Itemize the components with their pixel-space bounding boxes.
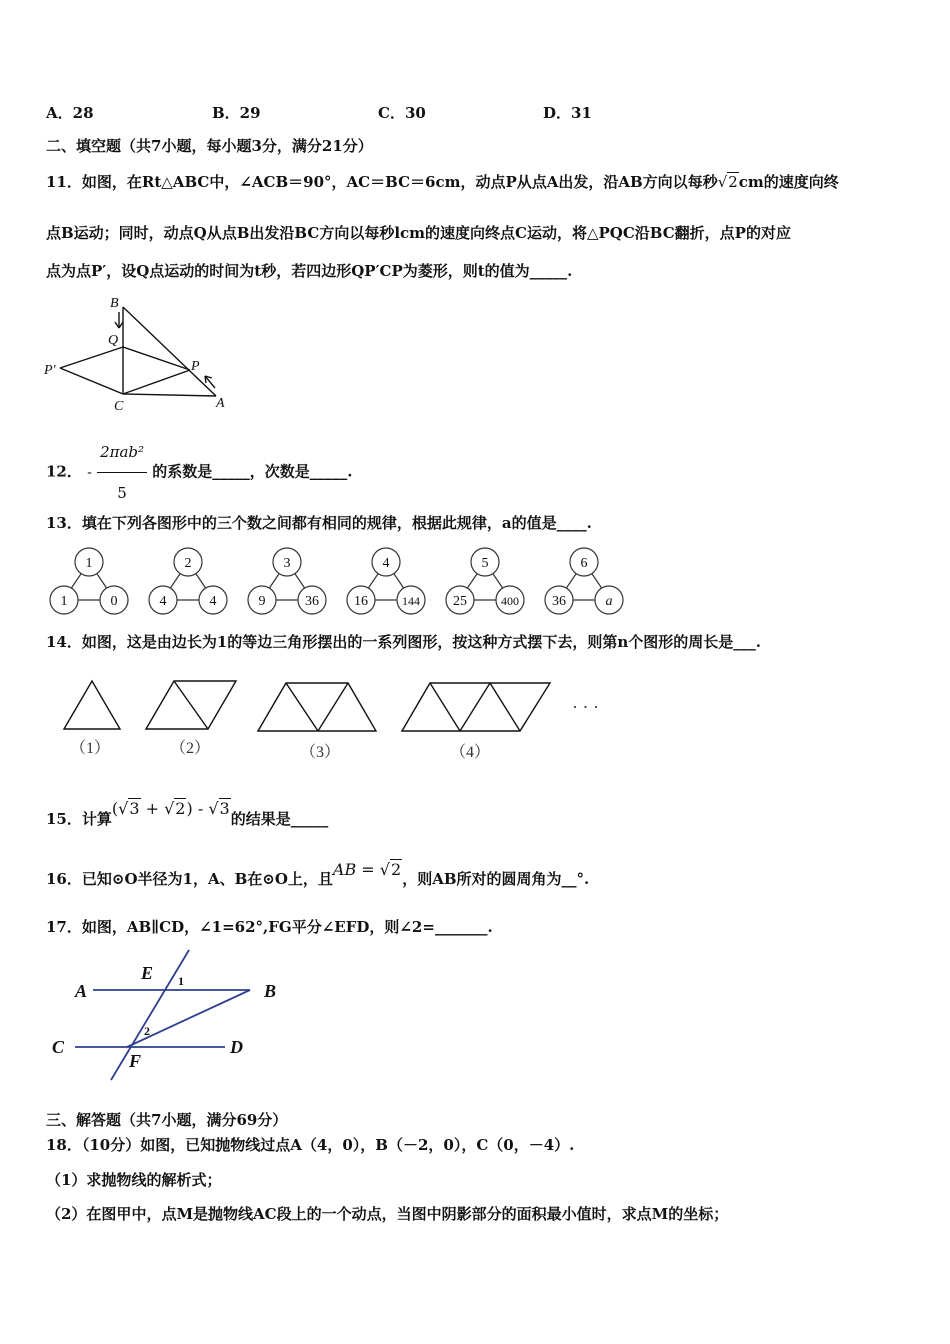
q18-line1: 18．（10分）如图，已知抛物线过点A（4，0），B（－2，0），C（0，－4）. <box>46 1136 575 1154</box>
circle-number-left: 16 <box>354 594 368 609</box>
ellipsis: · · · <box>572 697 599 717</box>
circle-number-top: 2 <box>184 556 192 571</box>
circle-number-top: 3 <box>283 556 291 571</box>
q12-line <box>46 432 353 513</box>
label-c: C <box>114 399 124 414</box>
option-c: C．30 <box>378 104 426 122</box>
sqrt-symbol: √ <box>118 799 129 818</box>
circle-number-left: 9 <box>258 594 266 609</box>
fig-label-2: （2） <box>170 740 211 757</box>
q15-paren-close: ) - <box>186 799 209 818</box>
option-b: B．29 <box>212 104 261 122</box>
q16-expr: AB = <box>332 860 380 879</box>
q17-line: 17．如图，AB∥CD，∠1=62°,FG平分∠EFD，则∠2=_______. <box>46 918 493 936</box>
sqrt-symbol: √ <box>208 799 219 818</box>
label-line-d: D <box>230 1037 243 1057</box>
q18-part2: （2）在图甲中，点M是抛物线AC段上的一个动点，当图中阴影部分的面积最小值时，求点M的坐标； <box>46 1205 729 1223</box>
circle-number-top: 1 <box>85 556 93 571</box>
q12-number: 12． <box>46 462 82 481</box>
q15-radicand-1: 3 <box>129 799 140 818</box>
option-d: D．31 <box>543 104 592 122</box>
circle-number-right: 144 <box>402 594 420 608</box>
q12-text: 的系数是_____，次数是_____. <box>152 462 353 481</box>
sqrt-symbol: √ <box>164 799 175 818</box>
q16-radicand: 2 <box>391 860 402 879</box>
circle-number-left: 36 <box>552 594 566 609</box>
label-angle-2: 2 <box>144 1024 150 1038</box>
label-p: P <box>191 359 200 374</box>
q15-plus: + <box>140 799 165 818</box>
q12-denominator: 5 <box>117 484 127 502</box>
q16-expression <box>333 860 402 879</box>
circle-group <box>149 548 227 614</box>
q15-text-a: 15．计算 <box>46 810 112 828</box>
q14-line: 14．如图，这是由边长为1的等边三角形摆出的一系列图形，按这种方式摆下去，则第n个图形的周长是___. <box>46 633 761 651</box>
fig-label-3: （3） <box>300 744 341 761</box>
q17-parallel-lines-figure <box>45 945 295 1085</box>
sqrt-symbol: √ <box>379 860 390 879</box>
circle-number-right: 0 <box>110 594 118 609</box>
circle-number-top: 6 <box>580 556 588 571</box>
circle-number-right: 4 <box>209 594 217 609</box>
q11-radicand: 2 <box>728 173 738 191</box>
q18-part1: （1）求抛物线的解析式； <box>46 1171 222 1189</box>
circle-group <box>545 548 623 614</box>
q12-sign: - <box>87 464 92 481</box>
circle-group <box>50 548 128 614</box>
q11-line3: 点为点P′，设Q点运动的时间为t秒，若四边形QP′CP为菱形，则t的值为_____. <box>46 262 573 280</box>
circle-number-left: 4 <box>159 594 167 609</box>
section-heading-fill-blank: 二、填空题（共7小题，每小题3分，满分21分） <box>46 137 373 155</box>
label-line-b: B <box>264 981 277 1001</box>
label-angle-1: 1 <box>178 974 184 988</box>
q11-line1 <box>46 172 839 192</box>
label-line-c: C <box>52 1037 65 1057</box>
label-point-f: F <box>129 1051 142 1071</box>
circle-number-right: 400 <box>501 594 519 608</box>
q11-line1-text: 11．如图，在Rt△ABC中，∠ACB＝90°，AC＝BC＝6cm，动点P从点A出发，沿AB方向以每秒 <box>46 173 718 191</box>
circle-number-left: 1 <box>60 594 68 609</box>
circle-number-right: 36 <box>305 594 319 609</box>
label-line-a: A <box>75 981 88 1001</box>
q16-line <box>46 860 590 894</box>
q12-numerator: 2πab² <box>97 432 147 473</box>
circle-group <box>248 548 326 614</box>
circle-number-left: 25 <box>453 594 467 609</box>
fig-label-4: （4） <box>450 744 491 761</box>
q16-text-b: ，则AB所对的圆周角为__°. <box>402 870 590 888</box>
circle-number-top: 5 <box>481 556 489 571</box>
q15-expression <box>112 799 231 818</box>
q15-line <box>46 799 329 834</box>
q11-triangle-figure <box>40 292 240 417</box>
circle-group <box>347 548 425 614</box>
label-b: B <box>110 296 119 311</box>
label-point-e: E <box>141 963 154 983</box>
section-heading-solutions: 三、解答题（共7小题，满分69分） <box>46 1111 288 1129</box>
q14-triangle-series <box>60 675 620 770</box>
q15-radicand-2: 2 <box>175 799 186 818</box>
option-a: A．28 <box>46 104 94 122</box>
circle-number-right: a <box>605 594 613 609</box>
q13-circle-groups <box>44 544 634 616</box>
circle-group <box>446 548 524 614</box>
q11-line1-end: cm的速度向终 <box>738 173 839 191</box>
q15-text-b: 的结果是_____ <box>230 810 329 828</box>
q12-fraction <box>97 432 147 513</box>
label-p-prime: P′ <box>44 363 56 378</box>
q15-radicand-3: 3 <box>219 799 230 818</box>
sqrt-symbol: √2 <box>717 173 738 191</box>
circle-number-top: 4 <box>382 556 390 571</box>
q16-text-a: 16．已知⊙O半径为1，A、B在⊙O上，且 <box>46 870 333 888</box>
q15-paren-open: ( <box>111 799 119 818</box>
label-q: Q <box>108 333 119 348</box>
label-a: A <box>216 396 225 411</box>
q11-line2: 点B运动；同时，动点Q从点B出发沿BC方向以每秒lcm的速度向终点C运动，将△PQC沿BC翻折，点P的对应 <box>46 224 791 242</box>
fig-label-1: （1） <box>70 740 111 757</box>
q13-line: 13．填在下列各图形中的三个数之间都有相同的规律，根据此规律，a的值是____. <box>46 514 592 532</box>
